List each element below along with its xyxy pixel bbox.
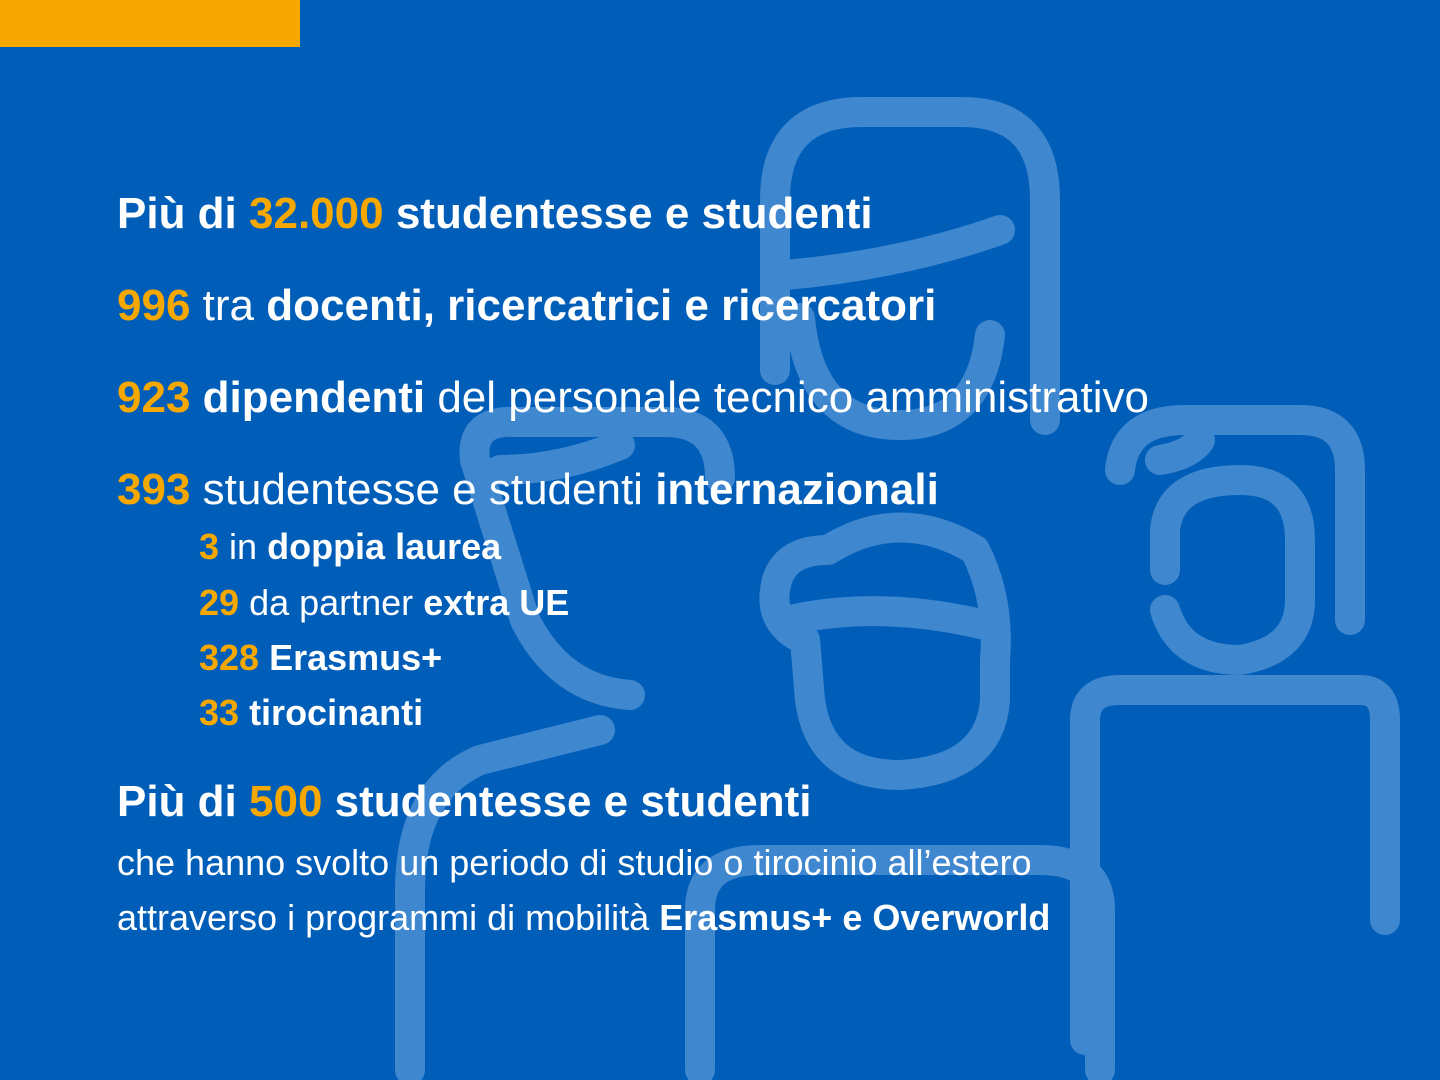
breakdown-connector: in xyxy=(229,526,258,567)
breakdown-label: Erasmus+ xyxy=(269,637,443,678)
students-total-number: 32.000 xyxy=(249,189,384,238)
breakdown-label: doppia laurea xyxy=(267,526,502,567)
mobility-number: 500 xyxy=(249,777,323,826)
mobility-prefix: Più di xyxy=(117,777,237,826)
breakdown-connector: da partner xyxy=(249,582,414,623)
staff-suffix: del personale tecnico amministrativo xyxy=(437,373,1149,422)
breakdown-number: 29 xyxy=(199,582,240,623)
breakdown-number: 328 xyxy=(199,637,260,678)
international-line xyxy=(117,465,939,514)
breakdown-item-erasmus xyxy=(199,637,443,678)
international-number: 393 xyxy=(117,465,191,514)
students-total-suffix: studentesse e studenti xyxy=(395,189,873,238)
faculty-line xyxy=(117,281,937,330)
students-total-prefix: Più di xyxy=(117,189,237,238)
breakdown-item-trainees xyxy=(199,692,424,733)
breakdown-label: extra UE xyxy=(423,582,570,623)
mobility-description-line1: che hanno svolto un periodo di studio o tirocinio all’estero xyxy=(117,842,1032,883)
staff-number: 923 xyxy=(117,373,191,422)
mobility-programs: Erasmus+ e Overworld xyxy=(659,897,1051,938)
breakdown-item-extra-ue xyxy=(199,582,570,623)
mobility-suffix: studentesse e studenti xyxy=(334,777,812,826)
breakdown-item-double-degree xyxy=(199,526,502,567)
breakdown-label: tirocinanti xyxy=(249,692,424,733)
mobility-line xyxy=(117,777,812,826)
international-label: internazionali xyxy=(655,465,939,514)
staff-label: dipendenti xyxy=(202,373,426,422)
breakdown-number: 33 xyxy=(199,692,240,733)
mobility-description-line2 xyxy=(117,897,1051,938)
students-total-line xyxy=(117,189,873,238)
mobility-description-text: attraverso i programmi di mobilità xyxy=(117,897,650,938)
international-prefix: studentesse e studenti xyxy=(202,465,643,514)
faculty-label: docenti, ricercatrici e ricercatori xyxy=(266,281,937,330)
staff-line xyxy=(117,373,1149,422)
faculty-number: 996 xyxy=(117,281,191,330)
breakdown-number: 3 xyxy=(199,526,220,567)
faculty-connector: tra xyxy=(202,281,255,330)
